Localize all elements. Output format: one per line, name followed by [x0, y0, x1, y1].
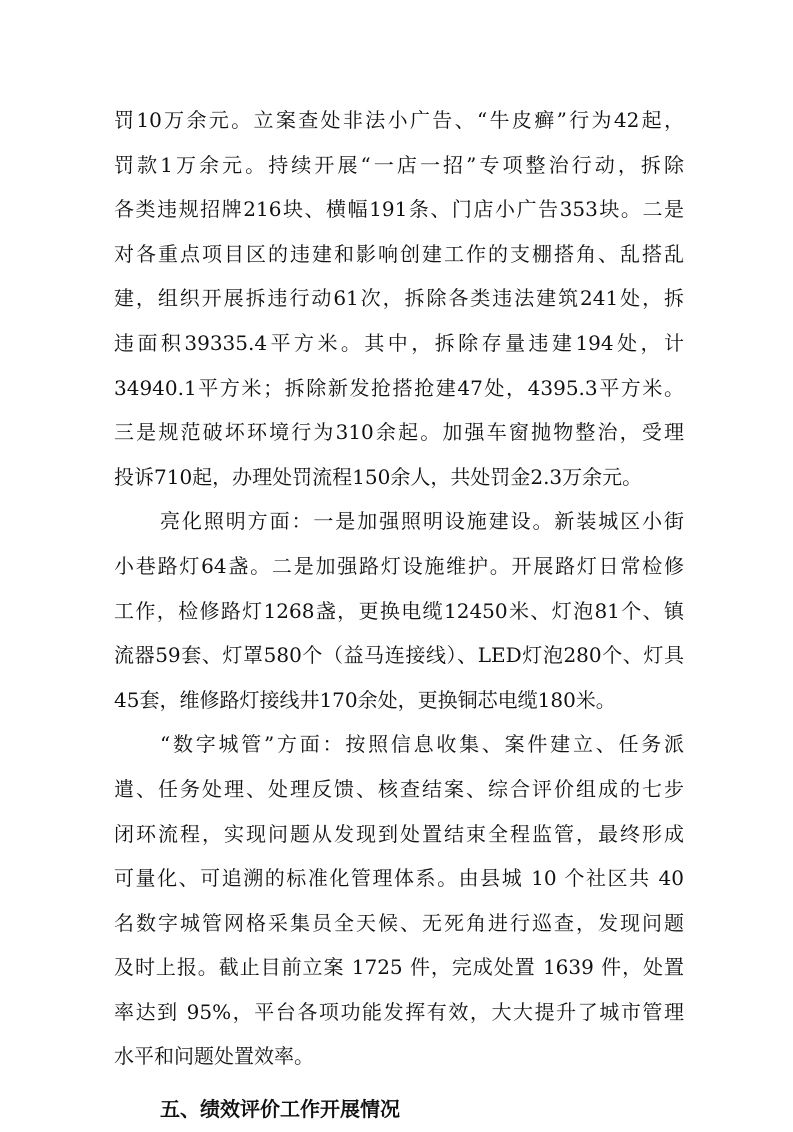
text-line: 罚款1万余元。持续开展“一店一招”专项整治行动，拆除 [114, 152, 684, 177]
text-line: 三是规范破坏环境行为310余起。加强车窗抛物整治，受理 [114, 420, 684, 445]
paragraph-lighting [114, 499, 684, 722]
text-line: 建，组织开展拆违行动61次，拆除各类违法建筑241处，拆 [114, 286, 684, 311]
paragraph-digital-management [114, 722, 684, 1079]
text-line: 亮化照明方面：一是加强照明设施建设。新装城区小街 [160, 509, 684, 534]
text-line: 闭环流程，实现问题从发现到处置结束全程监管，最终形成 [114, 821, 684, 846]
text-line: 45套，维修路灯接线井170余处，更换铜芯电缆180米。 [114, 687, 616, 712]
text-line: 可量化、可追溯的标准化管理体系。由县城 10 个社区共 40 [114, 866, 684, 891]
text-line: 违面积39335.4平方米。其中，拆除存量违建194处，计 [114, 330, 684, 355]
text-line: 遣、任务处理、处理反馈、核查结案、综合评价组成的七步 [114, 776, 684, 801]
text-line: 34940.1平方米；拆除新发抢搭抢建47处，4395.3平方米。 [114, 375, 684, 400]
text-line: 罚10万余元。立案查处非法小广告、“牛皮癣”行为42起， [114, 108, 684, 132]
text-line: “数字城管”方面：按照信息收集、案件建立、任务派 [160, 732, 684, 757]
text-line: 率达到 95%，平台各项功能发挥有效，大大提升了城市管理 [114, 999, 684, 1024]
text-line: 小巷路灯64盏。二是加强路灯设施维护。开展路灯日常检修 [114, 553, 684, 578]
text-line: 对各重点项目区的违建和影响创建工作的支棚搭角、乱搭乱 [114, 241, 684, 266]
text-line: 各类违规招牌216块、横幅191条、门店小广告353块。二是 [114, 197, 684, 222]
section-heading: 五、绩效评价工作开展情况 [160, 1097, 400, 1122]
text-line: 及时上报。截止目前立案 1725 件，完成处置 1639 件，处置 [114, 955, 684, 980]
text-line: 名数字城管网格采集员全天候、无死角进行巡查，发现问题 [114, 910, 684, 935]
text-line: 水平和问题处置效率。 [114, 1044, 314, 1069]
text-line: 流器59套、灯罩580个（益马连接线）、LED灯泡280个、灯具 [114, 643, 684, 668]
document-body [114, 98, 684, 1132]
text-line: 投诉710起，办理处罚流程150余人，共处罚金2.3万余元。 [114, 464, 643, 489]
text-line: 工作，检修路灯1268盏，更换电缆12450米、灯泡81个、镇 [114, 598, 684, 623]
paragraph-enforcement [114, 98, 684, 499]
